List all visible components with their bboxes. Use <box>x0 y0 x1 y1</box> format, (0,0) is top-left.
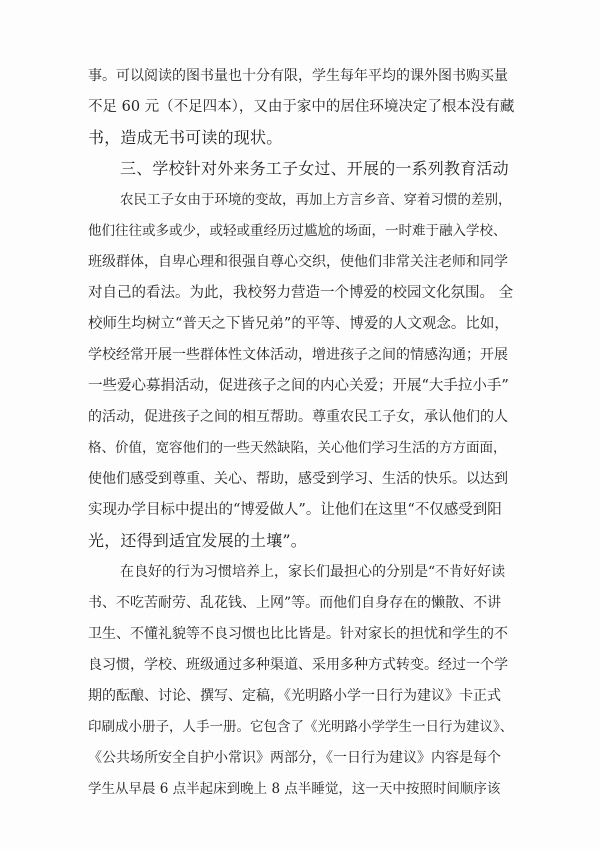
text-line: 书，造成无书可读的现状。 <box>88 128 283 147</box>
text-line: 光，还得到适宜发展的土壤”。 <box>88 531 307 550</box>
section-heading: 三、学校针对外来务工子女过、开展的一系列教育活动 <box>120 159 509 178</box>
text-line: 事。可以阅读的图书量也十分有限，学生每年平均的课外图书购买量 <box>88 68 508 84</box>
text-line: 使他们感受到尊重、关心、帮助，感受到学习、生活的快乐。以达到 <box>88 471 508 487</box>
text-line: 书、不吃苦耐劳、乱花钱、上网”等。而他们自身存在的懒散、不讲 <box>88 595 502 611</box>
text-line: 不足 60 元（不足四本），又由于家中的居住环境决定了根本没有藏 <box>88 99 515 115</box>
text-line: 对自己的看法。为此，我校努力营造一个博爱的校园文化氛围。 全 <box>88 285 514 301</box>
text-line: 格、价值，宽容他们的一些天然缺陷，关心他们学习生活的方方面面， <box>88 440 507 456</box>
paragraph-first-line: 在良好的行为习惯培养上，家长们最担心的分别是“不肯好好读 <box>120 564 506 580</box>
text-line: 实现办学目标中提出的“博爱做人”。让他们在这里“不仅感受到阳 <box>88 502 502 518</box>
text-line: 学生从早晨 6 点半起床到晚上 8 点半睡觉，这一天中按照时间顺序该 <box>88 781 501 797</box>
text-line: 卫生、不懂礼貌等不良习惯也比比皆是。针对家长的担忧和学生的不 <box>88 626 508 642</box>
text-line: 良习惯，学校、班级通过多种渠道、采用多种方式转变。经过一个学 <box>88 657 508 673</box>
text-line: 期的酝酿、讨论、撰写、定稿，《光明路小学一日行为建议》卡正式 <box>88 688 501 704</box>
paragraph-first-line: 农民工子女由于环境的变故，再加上方言乡音、穿着习惯的差别， <box>120 192 512 208</box>
text-line: 班级群体，自卑心理和很强自尊心交织，使他们非常关注老师和同学 <box>88 254 508 270</box>
text-line: 学校经常开展一些群体性文体活动，增进孩子之间的情感沟通；开展 <box>88 347 508 363</box>
text-line: 印刷成小册子，人手一册。它包含了《光明路小学学生一日行为建议》、 <box>88 719 514 735</box>
text-line: 《公共场所安全自护小常识》两部分，《一日行为建议》内容是每个 <box>88 750 501 766</box>
text-line: 他们往往或多或少，或轻或重经历过尴尬的场面，一时难于融入学校、 <box>88 223 507 239</box>
text-line: 校师生均树立“普天之下皆兄弟”的平等、博爱的人文观念。比如， <box>88 316 509 332</box>
text-line: 的活动，促进孩子之间的相互帮助。尊重农民工子女，承认他们的人 <box>88 409 508 425</box>
text-line: 一些爱心募捐活动，促进孩子之间的内心关爱；开展“大手拉小手” <box>88 378 509 394</box>
